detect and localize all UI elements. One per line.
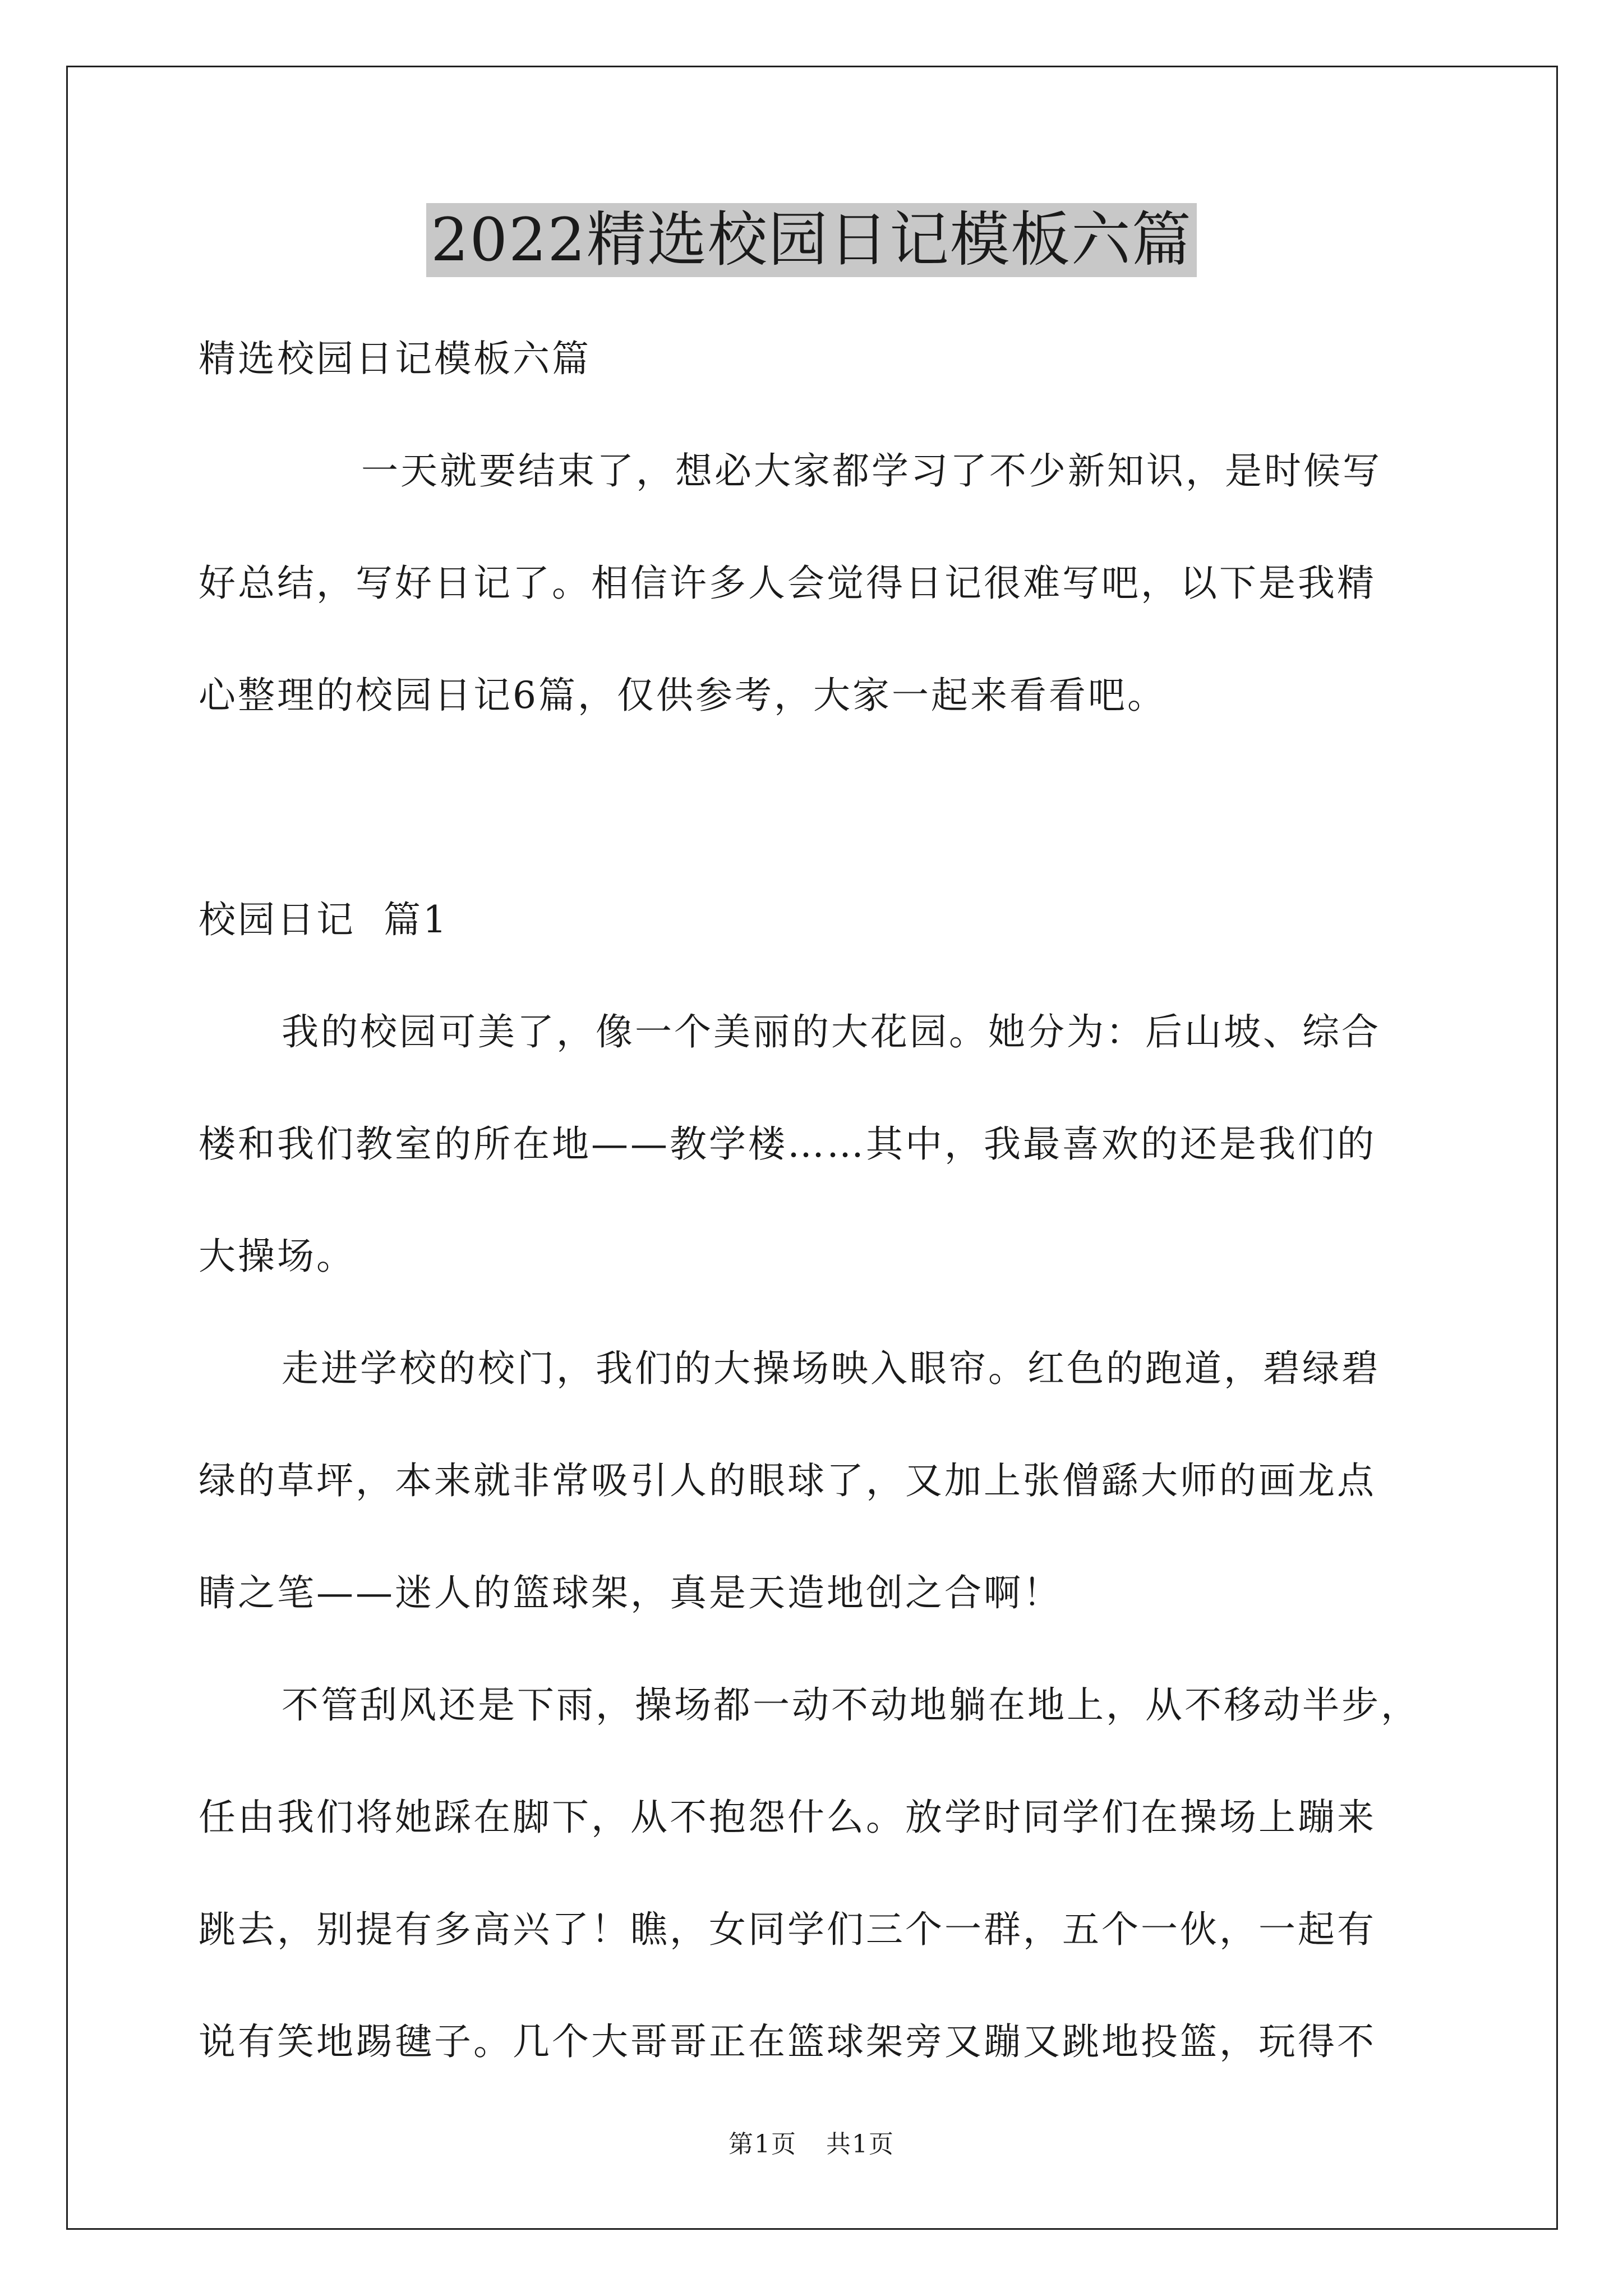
page-footer bbox=[0, 2128, 1623, 2161]
document-title: 2022精选校园日记模板六篇 bbox=[426, 203, 1197, 277]
paragraph-3-line-3: 跳去，别提有多高兴了！瞧，女同学们三个一群，五个一伙，一起有 bbox=[199, 1908, 1376, 1951]
paragraph-2-line-2: 绿的草坪，本来就非常吸引人的眼球了，又加上张僧繇大师的画龙点 bbox=[199, 1459, 1376, 1502]
section-heading: 校园日记 篇1 bbox=[199, 898, 449, 941]
intro-line-1: 一天就要结束了，想必大家都学习了不少新知识，是时候写 bbox=[361, 449, 1382, 493]
intro-line-3: 心整理的校园日记6篇，仅供参考，大家一起来看看吧。 bbox=[199, 674, 1166, 717]
intro-line-2: 好总结，写好日记了。相信许多人会觉得日记很难写吧，以下是我精 bbox=[199, 562, 1376, 605]
section-gap bbox=[199, 752, 1438, 864]
title-container bbox=[0, 203, 1623, 277]
page-total: 共1页 bbox=[826, 2130, 895, 2159]
paragraph-3-line-4: 说有笑地踢毽子。几个大哥哥正在篮球架旁又蹦又跳地投篮，玩得不 bbox=[199, 2020, 1376, 2063]
paragraph-3-line-1: 不管刮风还是下雨，操场都一动不动地躺在地上，从不移动半步， bbox=[282, 1683, 1420, 1727]
paragraph-1-line-1: 我的校园可美了，像一个美丽的大花园。她分为：后山坡、综合 bbox=[282, 1010, 1381, 1053]
paragraph-1-line-3: 大操场。 bbox=[199, 1235, 356, 1278]
page-number: 第1页 bbox=[728, 2130, 797, 2159]
paragraph-3-line-2: 任由我们将她踩在脚下，从不抱怨什么。放学时同学们在操场上蹦来 bbox=[199, 1796, 1376, 1839]
document-body bbox=[199, 303, 1438, 2098]
paragraph-2-line-1: 走进学校的校门，我们的大操场映入眼帘。红色的跑道，碧绿碧 bbox=[282, 1347, 1381, 1390]
paragraph-1-line-2: 楼和我们教室的所在地——教学楼……其中，我最喜欢的还是我们的 bbox=[199, 1122, 1376, 1166]
paragraph-2-line-3: 睛之笔——迷人的篮球架，真是天造地创之合啊！ bbox=[199, 1571, 1062, 1614]
document-subtitle: 精选校园日记模板六篇 bbox=[199, 337, 591, 380]
